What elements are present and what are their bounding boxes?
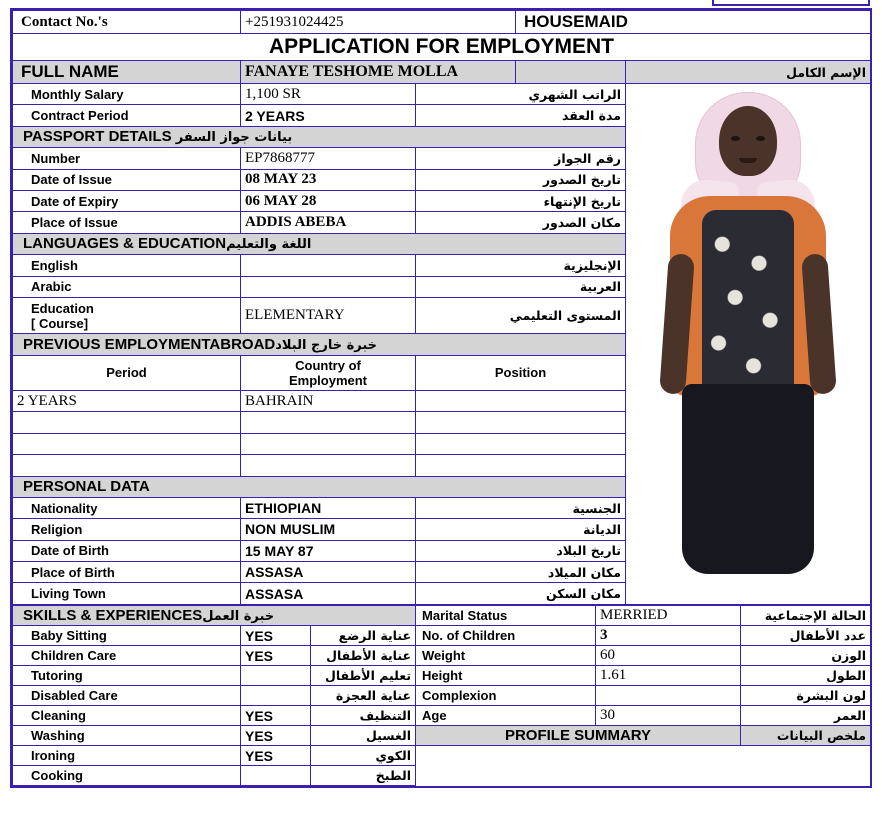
passport-expiry-label: Date of Expiry [13,190,241,211]
pob-label: Place of Birth [13,562,241,583]
pob-value: ASSASA [241,562,416,583]
children-care-label: Children Care [13,646,241,666]
passport-issue-label: Date of Issue [13,169,241,190]
nationality-arabic: الجنسية [416,497,626,518]
education-arabic: المستوى التعليمي [416,297,626,333]
passport-number-arabic: رقم الجواز [416,148,626,169]
form-main-table [12,10,871,605]
tutoring-row [13,666,871,686]
skills-section-label: SKILLS & EXPERIENCES [23,607,203,624]
washing-arabic: الغسيل [311,726,416,746]
prev-emp-header-country [241,355,416,390]
nationality-value: ETHIOPIAN [241,497,416,518]
monthly-salary-label: Monthly Salary [13,84,241,105]
baby-sitting-value: YES [241,626,311,646]
prev-emp-country-1: BAHRAIN [241,390,416,411]
prev-emp-position-1 [416,390,626,411]
title-row [13,34,871,61]
fullname-row [13,61,871,84]
passport-number-value: EP7868777 [241,148,416,169]
passport-place-arabic: مكان الصدور [416,212,626,233]
washing-value: YES [241,726,311,746]
skills-and-marital-row [13,606,871,626]
height-arabic: الطول [741,666,871,686]
ironing-arabic: الكوي [311,746,416,766]
employment-application-form [10,8,872,788]
children-count-label: No. of Children [416,626,596,646]
living-town-label: Living Town [13,583,241,605]
baby-sitting-arabic: عناية الرضع [311,626,416,646]
contract-period-arabic-label: مدة العقد [416,105,626,126]
arabic-arabic: العربية [416,276,626,297]
page-title: APPLICATION FOR EMPLOYMENT [13,34,871,61]
fullname-label: FULL NAME [13,61,241,84]
fullname-value: FANAYE TESHOME MOLLA [241,61,516,84]
top-right-stub [712,0,870,6]
passport-section-cell [13,126,626,147]
applicant-photo [626,84,871,605]
contact-value: +251931024425 [241,11,516,34]
passport-place-label: Place of Issue [13,212,241,233]
prev-emp-period-2 [13,412,241,433]
profile-summary-arabic: ملخص البيانات [741,726,871,746]
children-count-arabic: عدد الأطفال [741,626,871,646]
english-value [241,255,416,276]
languages-section-cell [13,233,626,254]
dob-arabic: تاريخ البلاد [416,540,626,561]
disabled-care-value [241,686,311,706]
english-label: English [13,255,241,276]
prev-emp-country-2 [241,412,416,433]
cooking-label: Cooking [13,766,241,786]
prev-emp-header-country-l1: Country of [295,357,361,373]
passport-expiry-value: 06 MAY 28 [241,190,416,211]
passport-section-arabic: بيانات جواز السفر [175,130,293,146]
contract-period-value: 2 YEARS [241,105,416,126]
baby-sitting-label: Baby Sitting [13,626,241,646]
cleaning-value: YES [241,706,311,726]
cooking-row [13,766,871,786]
children-care-arabic: عناية الأطفال [311,646,416,666]
passport-issue-arabic: تاريخ الصدور [416,169,626,190]
disabled-care-row [13,686,871,706]
skills-section-cell [13,606,416,626]
cleaning-arabic: التنظيف [311,706,416,726]
fullname-arabic-label: الإسم الكامل [626,61,871,84]
job-title: HOUSEMAID [516,11,871,34]
height-value: 1.61 [596,666,741,686]
profile-summary-body-2 [416,766,871,786]
prev-emp-country-3 [241,433,416,454]
arabic-label: Arabic [13,276,241,297]
age-arabic: العمر [741,706,871,726]
monthly-salary-row [13,84,871,105]
personal-data-label: PERSONAL DATA [23,478,150,496]
children-care-row [13,646,871,666]
complexion-value [596,686,741,706]
monthly-salary-arabic-label: الراتب الشهري [416,84,626,105]
contract-period-label: Contract Period [13,105,241,126]
living-town-arabic: مكان السكن [416,583,626,605]
cleaning-row [13,706,871,726]
cooking-arabic: الطبخ [311,766,416,786]
children-care-value: YES [241,646,311,666]
washing-label: Washing [13,726,241,746]
prev-emp-position-2 [416,412,626,433]
photo-face [719,106,777,176]
prev-emp-position-3 [416,433,626,454]
washing-row [13,726,871,746]
tutoring-value [241,666,311,686]
baby-sitting-row [13,626,871,646]
contact-label: Contact No.'s [13,11,241,34]
living-town-value: ASSASA [241,583,416,605]
prev-emp-label: PREVIOUS EMPLOYMENT [23,335,210,353]
nationality-label: Nationality [13,497,241,518]
prev-emp-arabic: خبرة خارج البلاد [275,337,378,353]
age-value: 30 [596,706,741,726]
photo-eye-left [731,136,740,141]
profile-summary-label: PROFILE SUMMARY [416,726,741,746]
prev-emp-period-4 [13,455,241,476]
passport-number-label: Number [13,148,241,169]
monthly-salary-value: 1,100 SR [241,84,416,105]
passport-expiry-arabic: تاريخ الإنتهاء [416,190,626,211]
skills-section-arabic: خبرة العمل [202,609,275,624]
prev-emp-label2: ABROAD [209,335,276,353]
prev-emp-header-period: Period [13,355,241,390]
contact-row [13,11,871,34]
passport-place-value: ADDIS ABEBA [241,212,416,233]
photo-mouth [739,158,757,163]
prev-emp-country-4 [241,455,416,476]
personal-data-section-cell [13,476,626,497]
prev-emp-header-position: Position [416,355,626,390]
photo-skirt [682,384,814,574]
ironing-value: YES [241,746,311,766]
prev-emp-period-3 [13,433,241,454]
disabled-care-arabic: عناية العجزة [311,686,416,706]
weight-label: Weight [416,646,596,666]
prev-emp-header-country-l2: Employment [288,372,367,388]
weight-arabic: الوزن [741,646,871,666]
passport-issue-value: 08 MAY 23 [241,169,416,190]
bottom-table [12,605,871,786]
passport-section-label: PASSPORT DETAILS [23,128,172,146]
dob-value: 15 MAY 87 [241,540,416,561]
photo-eye-right [756,136,765,141]
prev-emp-period-1: 2 YEARS [13,390,241,411]
photo-dress [702,210,794,400]
marital-status-arabic: الحالة الإجتماعية [741,606,871,626]
education-label [13,297,241,333]
education-label-line1: Education [31,300,94,316]
languages-section-label: LANGUAGES & EDUCATION [23,235,227,253]
disabled-care-label: Disabled Care [13,686,241,706]
previous-employment-section-cell [13,334,626,355]
education-value: ELEMENTARY [241,297,416,333]
marital-status-label: Marital Status [416,606,596,626]
religion-arabic: الديانة [416,519,626,540]
education-label-line2: [ Course] [31,315,89,331]
complexion-arabic: لون البشرة [741,686,871,706]
profile-summary-body [416,746,871,766]
english-arabic: الإنجليزية [416,255,626,276]
marital-status-value: MERRIED [596,606,741,626]
dob-label: Date of Birth [13,540,241,561]
fullname-spacer [516,61,626,84]
pob-arabic: مكان الميلاد [416,562,626,583]
photo-frame [626,84,870,604]
cooking-value [241,766,311,786]
arabic-value [241,276,416,297]
languages-section-arabic: اللغة والتعليم [226,237,312,253]
cleaning-label: Cleaning [13,706,241,726]
complexion-label: Complexion [416,686,596,706]
religion-label: Religion [13,519,241,540]
prev-emp-position-4 [416,455,626,476]
tutoring-arabic: تعليم الأطفال [311,666,416,686]
height-label: Height [416,666,596,686]
age-label: Age [416,706,596,726]
ironing-row [13,746,871,766]
ironing-label: Ironing [13,746,241,766]
children-count-value: 3 [596,626,741,646]
tutoring-label: Tutoring [13,666,241,686]
weight-value: 60 [596,646,741,666]
religion-value: NON MUSLIM [241,519,416,540]
